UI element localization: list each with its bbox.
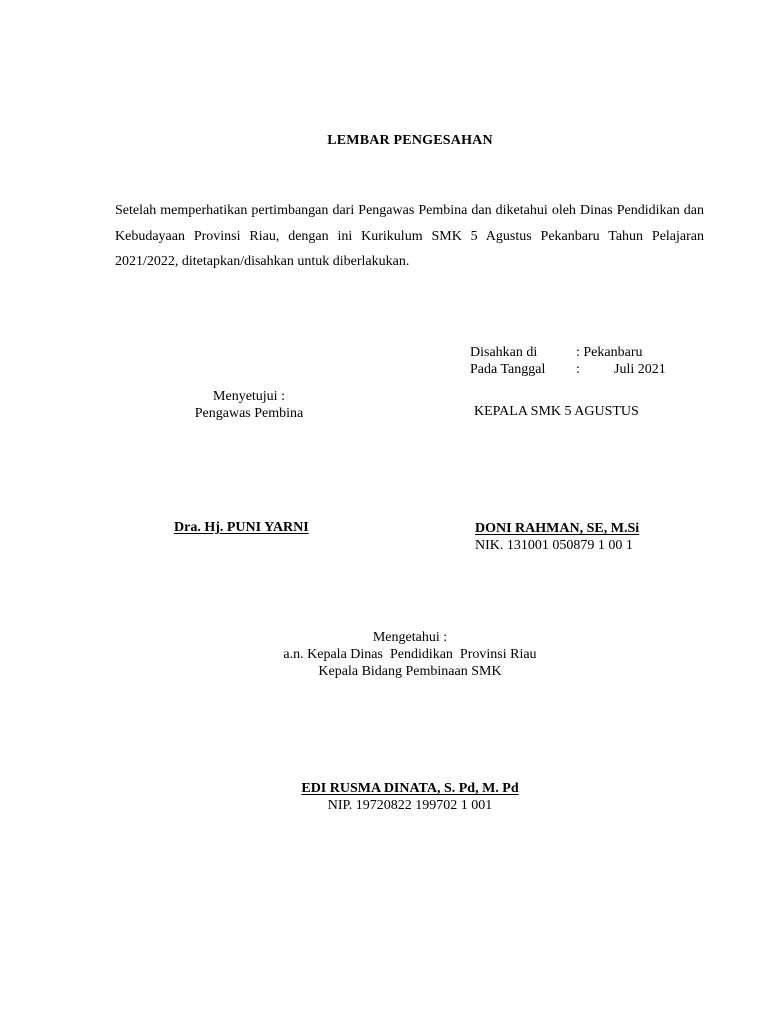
approver-role: Pengawas Pembina: [194, 406, 304, 421]
principal-role: KEPALA SMK 5 AGUSTUS: [474, 404, 639, 419]
acknowledger-id: NIP. 19720822 199702 1 001: [327, 798, 493, 813]
approver-block: [150, 388, 348, 422]
approver-label: Menyetujui :: [213, 389, 285, 404]
ratification-place-row: [470, 344, 666, 361]
acknowledger-name: EDI RUSMA DINATA, S. Pd, M. Pd: [301, 781, 519, 796]
principal-name: DONI RAHMAN, SE, M.Si: [475, 521, 640, 536]
page-title: LEMBAR PENGESAHAN: [327, 133, 493, 148]
place-value: : Pekanbaru: [576, 345, 643, 360]
ratification-block: [470, 344, 666, 378]
date-label: Pada Tanggal: [470, 362, 546, 377]
acknowledger-block: [210, 629, 610, 680]
approver-name: Dra. Hj. PUNI YARNI: [174, 520, 309, 535]
acknowledger-label: Mengetahui :: [372, 630, 448, 645]
principal-id: NIK. 131001 050879 1 00 1: [475, 538, 633, 553]
acknowledger-line1: a.n. Kepala Dinas Pendidikan Provinsi Riau: [283, 647, 537, 662]
date-colon: :: [576, 362, 580, 377]
acknowledger-signature-block: [210, 780, 610, 814]
date-value: Juli 2021: [614, 362, 666, 377]
place-label: Disahkan di: [470, 345, 538, 360]
acknowledger-line2: Kepala Bidang Pembinaan SMK: [318, 664, 502, 679]
ratification-date-row: [470, 361, 666, 378]
body-paragraph: Setelah memperhatikan pertimbangan dari Pengawas Pembina dan diketahui oleh Dinas Pendidikan dan Kebudayaan Provinsi Riau, dengan ini Kurikulum SMK 5 Agustus Pekanbaru Tahun Pelajaran 2021/2022, ditetapkan/disahkan untuk diberlakukan.: [115, 203, 704, 269]
principal-signature-block: [475, 520, 639, 554]
